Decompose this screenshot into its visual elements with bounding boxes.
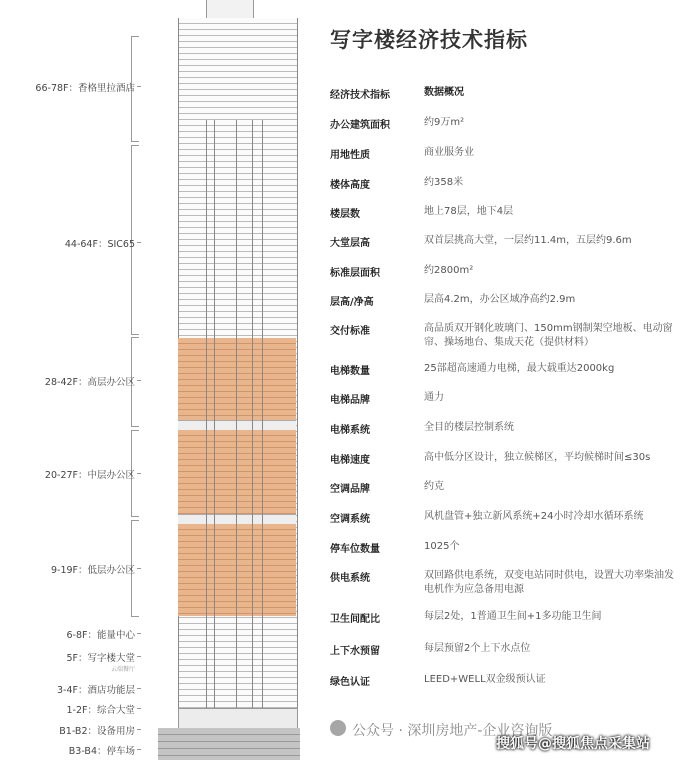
floor-label-5-main: 5F：写字楼大堂 bbox=[66, 653, 135, 664]
floor-label-3-4: 3-4F：酒店功能层 bbox=[57, 685, 135, 696]
row-key: 空调系统 bbox=[330, 514, 370, 525]
core-line bbox=[206, 120, 207, 708]
low-office-zone bbox=[178, 524, 296, 616]
floor-label-44-64: 44-64F：SIC65 bbox=[64, 239, 135, 250]
floor-tick bbox=[137, 633, 141, 634]
floor-label-5-sub: 云端餐厅 bbox=[110, 666, 135, 673]
row-value: 风机盘管+独立新风系统+24小时冷却水循环系统 bbox=[424, 511, 644, 522]
row-key: 标准层面积 bbox=[330, 268, 380, 279]
row-key: 楼体高度 bbox=[330, 180, 370, 191]
row-value: 双首层挑高大堂，一层约11.4m，五层约9.6m bbox=[424, 235, 632, 246]
row-value: 地上78层，地下4层 bbox=[424, 206, 514, 217]
floor-label-b1-b2: B1-B2：设备用房 bbox=[59, 726, 135, 737]
floor-labels bbox=[0, 0, 145, 760]
core-line bbox=[262, 120, 263, 708]
floor-tick bbox=[137, 688, 141, 689]
row-key: 电梯品牌 bbox=[330, 395, 370, 406]
sohu-watermark: 搜狐号@搜狐焦点采集站 bbox=[496, 736, 650, 752]
row-value: 全目的楼层控制系统 bbox=[424, 422, 514, 433]
tower-podium bbox=[178, 708, 298, 730]
row-key: 供电系统 bbox=[330, 573, 370, 584]
row-key: 电梯系统 bbox=[330, 425, 370, 436]
header-value: 数据概况 bbox=[424, 87, 464, 98]
floor-tick bbox=[137, 380, 141, 381]
row-value: 商业服务业 bbox=[424, 147, 474, 158]
row-key: 空调品牌 bbox=[330, 484, 370, 495]
row-key: 办公建筑面积 bbox=[330, 120, 390, 131]
row-value: 约9万m² bbox=[424, 117, 465, 128]
page-title: 写字楼经济技术指标 bbox=[330, 28, 528, 52]
core-line bbox=[252, 120, 253, 708]
row-value: 高品质双开钢化玻璃门、150mm钢制架空地板、电动窗帘、操场地台、集成天花（提供材料） bbox=[424, 323, 673, 348]
row-value: LEED+WELL双金级预认证 bbox=[424, 674, 546, 685]
tower-crown bbox=[206, 0, 254, 20]
core-line bbox=[236, 120, 237, 708]
row-value: 约克 bbox=[424, 481, 444, 492]
row-key: 上下水预留 bbox=[330, 646, 380, 657]
row-value: 25部超高速通力电梯，最大载重达2000kg bbox=[424, 363, 615, 374]
floor-tick bbox=[137, 656, 141, 657]
floor-tick bbox=[137, 86, 141, 87]
row-key: 用地性质 bbox=[330, 150, 370, 161]
floor-label-28-42: 28-42F：高层办公区 bbox=[44, 377, 135, 388]
floor-tick bbox=[137, 749, 141, 750]
row-value: 通力 bbox=[424, 392, 444, 403]
floor-label-b3-b4: B3-B4：停车场 bbox=[68, 746, 135, 757]
row-key: 绿色认证 bbox=[330, 677, 370, 688]
floor-tick bbox=[137, 242, 141, 243]
floor-label-1-2: 1-2F：综合大堂 bbox=[66, 705, 135, 716]
row-value: 每层2处，1普通卫生间+1多功能卫生间 bbox=[424, 611, 602, 622]
floor-label-5 bbox=[66, 650, 135, 673]
row-key: 电梯数量 bbox=[330, 366, 370, 377]
floor-tick bbox=[137, 708, 141, 709]
row-key: 交付标准 bbox=[330, 326, 370, 337]
high-office-zone bbox=[178, 338, 296, 420]
row-key: 电梯速度 bbox=[330, 455, 370, 466]
row-value: 1025个 bbox=[424, 541, 460, 552]
row-value: 约2800m² bbox=[424, 265, 474, 276]
row-value: 约358米 bbox=[424, 177, 464, 188]
row-value: 每层预留2个上下水点位 bbox=[424, 643, 531, 654]
floor-tick bbox=[137, 473, 141, 474]
core-line bbox=[214, 120, 215, 708]
mid-office-zone bbox=[178, 430, 296, 514]
floor-label-20-27: 20-27F：中层办公区 bbox=[44, 470, 135, 481]
row-key: 层高/净高 bbox=[330, 297, 374, 308]
floor-tick bbox=[137, 729, 141, 730]
header-key: 经济技术指标 bbox=[330, 90, 390, 101]
row-key: 停车位数量 bbox=[330, 544, 380, 555]
tower-basement bbox=[158, 728, 300, 760]
wechat-icon bbox=[330, 720, 346, 736]
row-value: 层高4.2m，办公区域净高约2.9m bbox=[424, 294, 576, 305]
floor-label-6-8: 6-8F：能量中心 bbox=[66, 630, 135, 641]
row-key: 楼层数 bbox=[330, 209, 360, 220]
floor-label-66-78: 66-78F：香格里拉酒店 bbox=[35, 83, 135, 94]
row-key: 大堂层高 bbox=[330, 238, 370, 249]
row-key: 卫生间配比 bbox=[330, 614, 380, 625]
row-value: 高中低分区设计，独立候梯区，平均候梯时间≤30s bbox=[424, 452, 651, 463]
watermark-text: 公众号 · 深圳房地产-企业咨询版 bbox=[352, 723, 553, 739]
floor-label-9-19: 9-19F：低层办公区 bbox=[50, 565, 135, 576]
floor-tick bbox=[137, 568, 141, 569]
row-value: 双回路供电系统，双变电站同时供电，设置大功率柴油发电机作为应急备用电源 bbox=[424, 570, 674, 595]
